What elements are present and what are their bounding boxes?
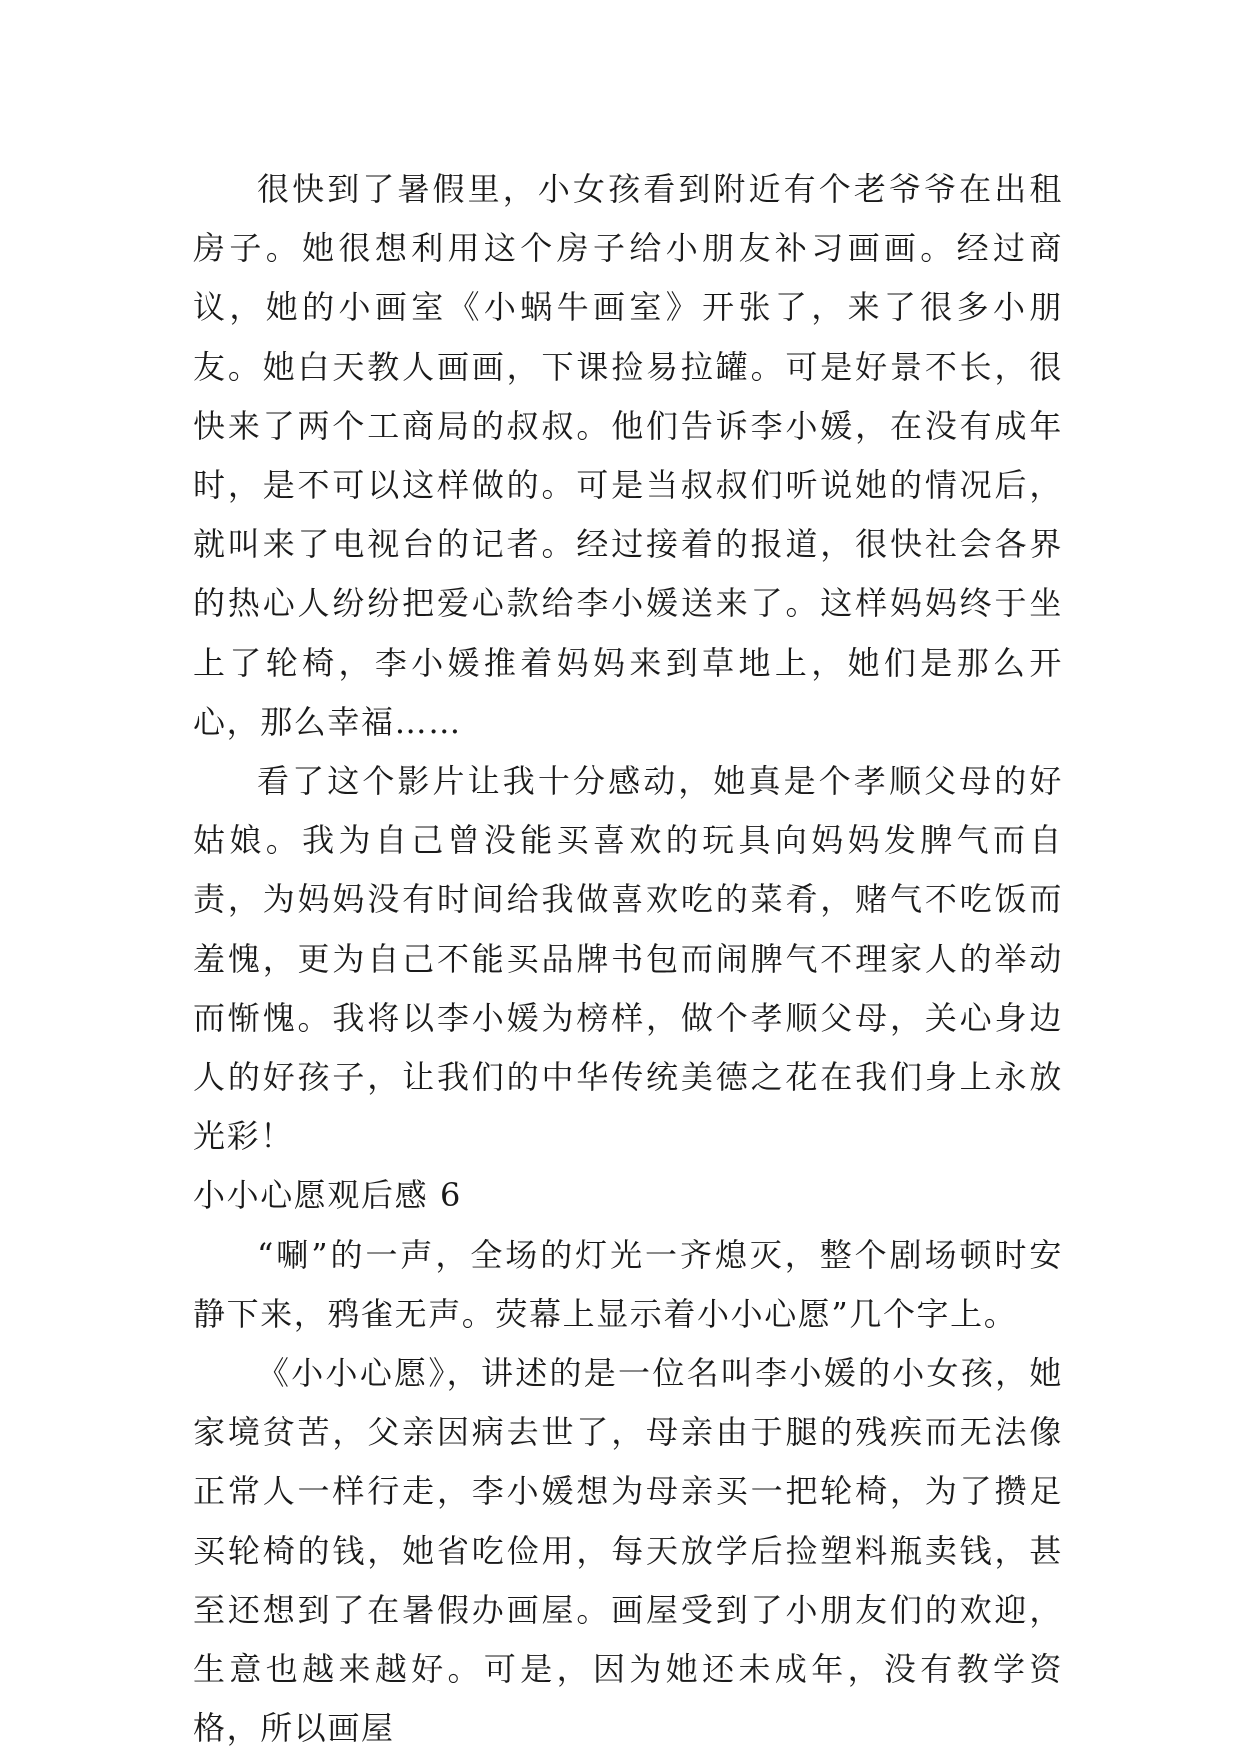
section-title: 小小心愿观后感 6 <box>193 1176 462 1215</box>
document-body <box>193 160 1063 1758</box>
paragraph-theater-opening: “唰”的一声，全场的灯光一齐熄灭，整个剧场顿时安静下来，鸦雀无声。荧幕上显示着小小心愿”几个字上。 <box>193 1235 1063 1333</box>
paragraph-reflection: 看了这个影片让我十分感动，她真是个孝顺父母的好姑娘。我为自己曾没能买喜欢的玩具向妈妈发脾气而自责，为妈妈没有时间给我做喜欢吃的菜肴，赌气不吃饭而羞愧，更为自己不能买品牌书包而闹脾气不理家人的举动而惭愧。我将以李小媛为榜样，做个孝顺父母，关心身边人的好孩子，让我们的中华传统美德之花在我们身上永放光彩！ <box>193 762 1063 1156</box>
paragraph-film-synopsis: 《小小心愿》，讲述的是一位名叫李小媛的小女孩，她家境贫苦，父亲因病去世了，母亲由于腿的残疾而无法像正常人一样行走，李小媛想为母亲买一把轮椅，为了攒足买轮椅的钱，她省吃俭用，每天放学后捡塑料瓶卖钱，甚至还想到了在暑假办画屋。画屋受到了小朋友们的欢迎，生意也越来越好。可是，因为她还未成年，没有教学资格，所以画屋 <box>193 1354 1063 1748</box>
paragraph-summer-studio: 很快到了暑假里，小女孩看到附近有个老爷爷在出租房子。她很想利用这个房子给小朋友补习画画。经过商议，她的小画室《小蜗牛画室》开张了，来了很多小朋友。她白天教人画画，下课捡易拉罐。可是好景不长，很快来了两个工商局的叔叔。他们告诉李小媛，在没有成年时，是不可以这样做的。可是当叔叔们听说她的情况后，就叫来了电视台的记者。经过接着的报道，很快社会各界的热心人纷纷把爱心款给李小媛送来了。这样妈妈终于坐上了轮椅，李小媛推着妈妈来到草地上，她们是那么开心，那么幸福…… <box>193 170 1063 741</box>
